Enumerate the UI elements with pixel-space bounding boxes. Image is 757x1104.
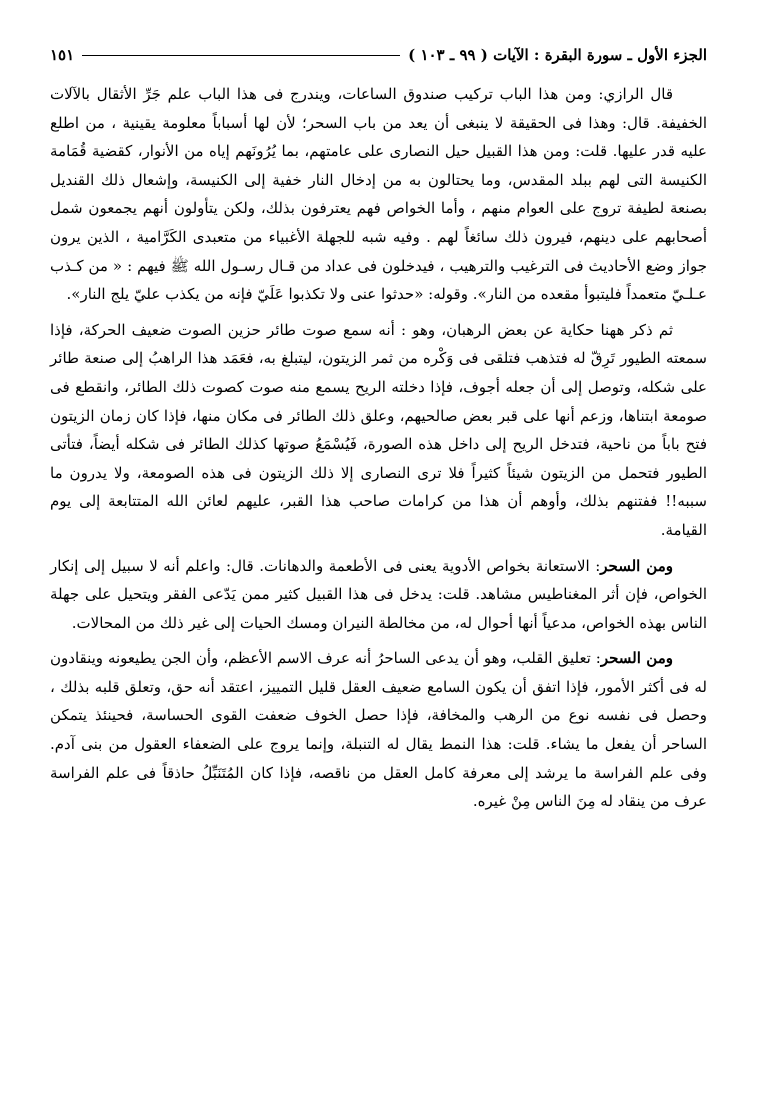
paragraph: [50, 316, 707, 545]
paragraph: [50, 80, 707, 309]
page-number: ١٥١: [50, 46, 75, 64]
page-body: [50, 80, 707, 816]
header-rule: [82, 55, 400, 56]
running-header: [50, 40, 707, 70]
paragraph-text: ثم ذكر ههنا حكاية عن بعض الرهبان، وهو : أنه سمع صوت طائر حزين الصوت ضعيف الحركة، فإذا سمعته الطيور تَرِقّ له فتذهب فتلقى فى وَكْره من ثمر الزيتون، ليتبلغ به، فعَمَد هذا الراهبُ إلى صنعة طائر على شكله، وتوصل إلى أن جعله أجوف، فإذا دخلته الريح يسمع منه صوت كصوت ذلك الطائر، وانقطع فى صومعة ابتناها، وزعم أنها على قبر بعض صالحيهم، وعلق ذلك الطائر فى مكان منها، فإذا كان زمان الزيتون فتح باباً من ناحية، فتدخل الريح إلى داخل هذه الصورة، فَيُسْمَعُ صوتها كذلك الطائر فى شكله أيضاً، فتأتى الطيور فتحمل من الزيتون شيئاً كثيراً فلا ترى النصارى إلا ذلك الزيتون فى هذه الصومعة، ولا يدرون ما سببه!! ففتنهم بذلك، وأوهم أن هذا من كرامات صاحب هذا القبر، عليهم لعائن الله المتتابعة إلى يوم القيامة.: [50, 320, 707, 539]
header-title: الجزء الأول ـ سورة البقرة : الآيات ( ٩٩ ـ ١٠٣ ): [408, 46, 707, 64]
paragraph-text: : تعليق القلب، وهو أن يدعى الساحرُ أنه عرف الاسم الأعظم، وأن الجن يطيعونه وينقادون له فى أكثر الأمور، فإذا اتفق أن يكون السامع ضعيف العقل قليل التمييز، اعتقد أنه حق، وتعلق قلبه بذلك ، وحصل فى نفسه نوع من الرهب والمخافة، فإذا حصل الخوف ضعفت القوى الحساسة، فحينئذ يتمكن الساحر أن يفعل ما يشاء. قلت: هذا النمط يقال له التنبلة، وإنما يروج على الضعفاء العقول من بنى آدم. وفى علم الفراسة ما يرشد إلى معرفة كامل العقل من ناقصه، فإذا كان المُتَنَبِّلُ حاذقاً فى علم الفراسة عرف من ينقاد له مِنَ الناس مِنْ غيره.: [50, 649, 707, 811]
paragraph-lead: ومن السحر: [600, 649, 673, 668]
paragraph-text: : الاستعانة بخواص الأدوية يعنى فى الأطعمة والدهانات. قال: واعلم أنه لا سبيل إلى إنكار الخواص، فإن أثر المغناطيس مشاهد. قلت: يدخل فى هذا القبيل كثير ممن يَدّعى الفقر ويتحيل على جهلة الناس بهذه الخواص، مدعياً أنها أحوال له، من مخالطة النيران ومسك الحيات إلى غير ذلك من المحالات.: [50, 556, 707, 632]
paragraph-lead: ومن السحر: [600, 556, 673, 575]
paragraph: [50, 644, 707, 816]
paragraph: [50, 552, 707, 638]
paragraph-text: قال الرازي: ومن هذا الباب تركيب صندوق الساعات، ويندرج فى هذا الباب علم جَرِّ الأثقال بالآلات الخفيفة. قال: وهذا فى الحقيقة لا ينبغى أن يعد من باب السحر؛ لأن لها أسباباً معلومة يقينية ، من اطلع عليه قدر عليها. قلت: ومن هذا القبيل حيل النصارى على عامتهم، بما يُرُونَهم إياه من الأنوار، كقضية قُمَامة الكنيسة التى لهم ببلد المقدس، وما يحتالون به من إدخال النار خفية إلى الكنيسة، وإشعال ذلك القنديل بصنعة لطيفة تروج على العوام منهم ، وأما الخواص فهم يعترفون بذلك، ولكن يتأولون أنهم يجمعون شمل أصحابهم على دينهم، فيرون ذلك سائغاً لهم . وفيه شبه للجهلة الأغبياء من متعبدى الكَرَّامية ، الذين يرون جواز وضع الأحاديث فى الترغيب والترهيب ، فيدخلون فى عداد من قـال رسـول الله ﷺ فيهم : « من كـذب عـلـيّ متعمداً فليتبوأ مقعده من النار». وقوله: «حدثوا عنى ولا تكذبوا عَلَيّ فإنه من يكذب عليّ يلج النار».: [50, 85, 707, 304]
